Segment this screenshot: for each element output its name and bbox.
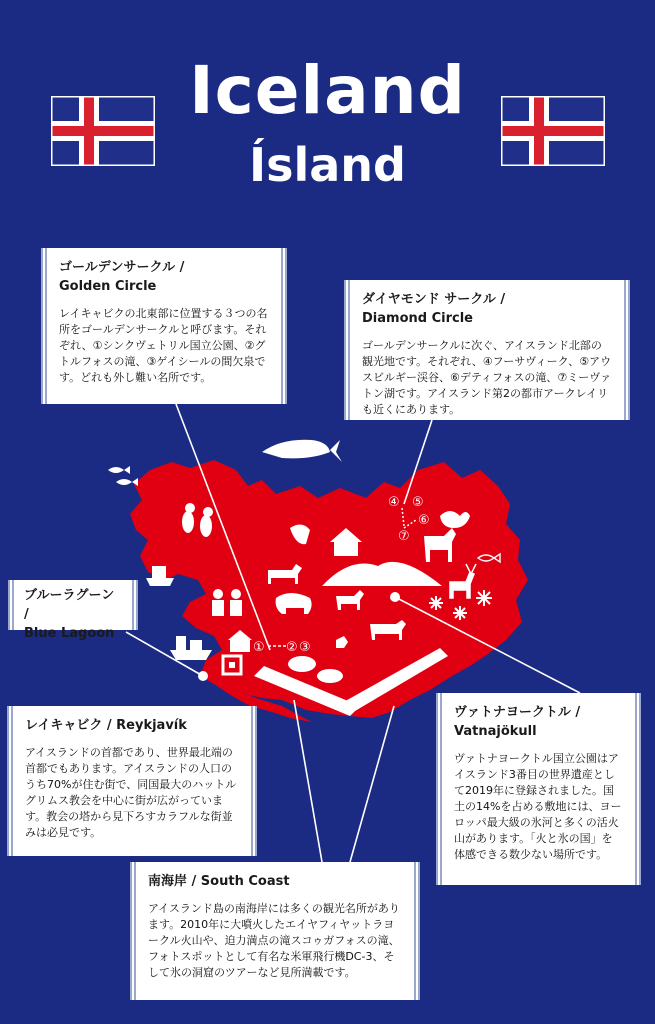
diamond-circle-title-jp: ダイヤモンド サークル / bbox=[362, 292, 506, 307]
golden-circle-card bbox=[41, 248, 287, 404]
vatnajokull-marker bbox=[390, 592, 400, 602]
golden-circle-title-jp: ゴールデンサークル / bbox=[59, 260, 185, 275]
golden-marker-2: ② bbox=[286, 640, 298, 655]
blue-lagoon-marker bbox=[198, 671, 208, 681]
reykjavik-title: レイキャビク / Reykjavík bbox=[25, 718, 187, 733]
blue-lagoon-title-jp: ブルーラグーン / bbox=[24, 588, 115, 622]
vatnajokull-body: ヴァトナヨークトル国立公園はアイスランド3番目の世界遺産として2019年に登録されました。国土の14%を占める敷地には、ヨーロッパ最大級の氷河と多くの活火山があります。「火と氷の国」を体感できる数少ない場所です。 bbox=[454, 752, 622, 861]
diamond-circle-title-en: Diamond Circle bbox=[362, 311, 473, 326]
diamond-circle-card bbox=[344, 280, 630, 420]
south-coast-title: 南海岸 / South Coast bbox=[148, 874, 290, 889]
golden-marker-1: ① bbox=[253, 640, 265, 655]
reykjavik-body: アイスランドの首都であり、世界最北端の首都でもあります。アイスランドの人口のうち70%が住む街で、同国最大のハットルグリムス教会を中心に街が広がっています。教会の塔から見下ろすカラフルな街並みは必見です。 bbox=[25, 746, 237, 839]
blue-lagoon-card bbox=[8, 580, 138, 641]
golden-circle-title-en: Golden Circle bbox=[59, 279, 157, 294]
fish-icon bbox=[108, 466, 130, 474]
vatnajokull-title-jp: ヴァトナヨークトル / bbox=[454, 705, 581, 720]
blue-lagoon-title-en: Blue Lagoon bbox=[24, 626, 115, 641]
diamond-marker-7: ⑦ bbox=[398, 529, 410, 544]
vatnajokull-card bbox=[436, 693, 641, 885]
golden-marker-3: ③ bbox=[299, 640, 311, 655]
whale-icon bbox=[262, 440, 342, 462]
diamond-marker-4: ④ bbox=[388, 495, 400, 510]
south-coast-body: アイスランド島の南海岸には多くの観光名所があります。2010年に大噴火したエイヤフィヤットラヨークル火山や、迫力満点の滝スコゥガフォスの滝、フォトスポットとして有名な米軍飛行機DC-3、そして氷の洞窟のツアーなど見所満載です。 bbox=[148, 902, 400, 979]
page-subtitle: Ísland bbox=[249, 138, 406, 192]
reykjavik-card bbox=[7, 706, 257, 856]
south-coast-card bbox=[130, 862, 420, 1000]
diamond-circle-body: ゴールデンサークルに次ぐ、アイスランド北部の観光地です。それぞれ、④フーサヴィーク、⑤アウスビルギー渓谷、⑥デティフォスの滝、⑦ミーヴァトン湖です。アイスランド第2の都市アークレイリも近くにあります。 bbox=[362, 339, 612, 416]
diamond-marker-5: ⑤ bbox=[412, 495, 424, 510]
diamond-marker-6: ⑥ bbox=[418, 513, 430, 528]
vatnajokull-title-en: Vatnajökull bbox=[454, 724, 537, 739]
page-title: Iceland bbox=[189, 52, 466, 129]
golden-circle-body: レイキャビクの北東部に位置する３つの名所をゴールデンサークルと呼びます。それぞれ、①シンクヴェトリル国立公園、②グトルフォスの滝、③ゲイシールの間欠泉です。どれも外し難い名所です。 bbox=[59, 307, 268, 384]
